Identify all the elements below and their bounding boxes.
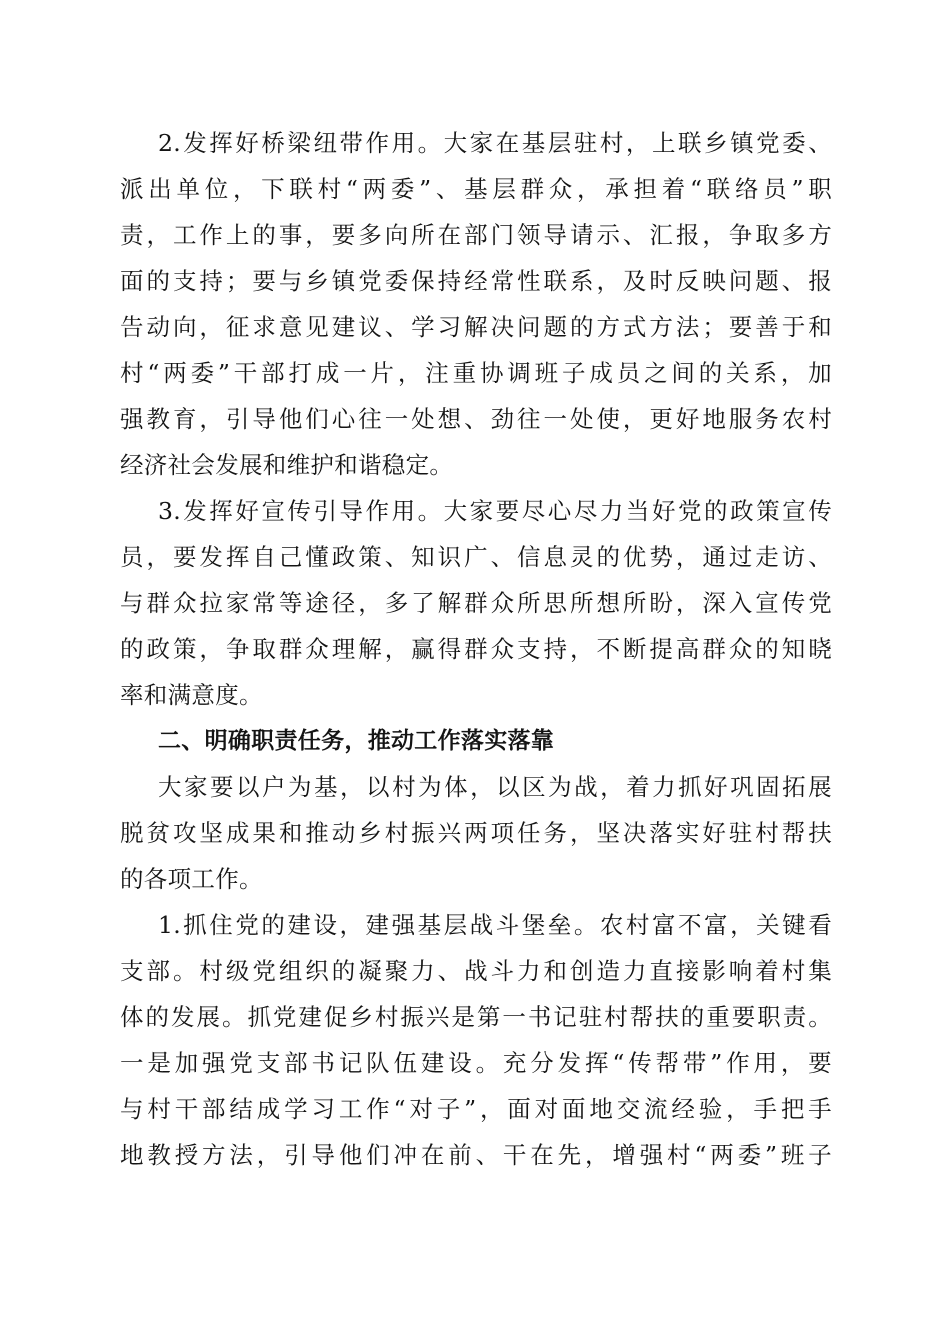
text-line: 1.抓住党的建设，建强基层战斗堡垒。农村富不富，关键看 bbox=[158, 911, 832, 939]
text-line: 村“两委”干部打成一片，注重协调班子成员之间的关系，加 bbox=[120, 359, 832, 387]
paragraph-publicity-role bbox=[120, 488, 832, 718]
text-line: 与群众拉家常等途径，多了解群众所思所想所盼，深入宣传党 bbox=[120, 589, 832, 617]
text-line: 派出单位，下联村“两委”、基层群众，承担着“联络员”职 bbox=[120, 175, 832, 203]
text-line: 的政策，争取群众理解，赢得群众支持，不断提高群众的知晓 bbox=[120, 635, 832, 663]
text-line: 地教授方法，引导他们冲在前、干在先，增强村“两委”班子 bbox=[120, 1141, 832, 1169]
text-line: 面的支持；要与乡镇党委保持经常性联系，及时反映问题、报 bbox=[120, 267, 832, 295]
text-line: 的各项工作。 bbox=[120, 865, 263, 893]
text-line: 员，要发挥自己懂政策、知识广、信息灵的优势，通过走访、 bbox=[120, 543, 832, 571]
document-page bbox=[120, 120, 832, 1178]
text-line: 脱贫攻坚成果和推动乡村振兴两项任务，坚决落实好驻村帮扶 bbox=[120, 819, 832, 847]
text-line: 3.发挥好宣传引导作用。大家要尽心尽力当好党的政策宣传 bbox=[158, 497, 832, 525]
text-line: 责，工作上的事，要多向所在部门领导请示、汇报，争取多方 bbox=[120, 221, 832, 249]
text-line: 率和满意度。 bbox=[120, 681, 263, 709]
text-line: 体的发展。抓党建促乡村振兴是第一书记驻村帮扶的重要职责。 bbox=[120, 1003, 832, 1031]
paragraph-tasks bbox=[120, 764, 832, 902]
text-line: 大家要以户为基，以村为体，以区为战，着力抓好巩固拓展 bbox=[158, 773, 832, 801]
text-line: 经济社会发展和维护和谐稳定。 bbox=[120, 451, 454, 479]
text-line: 一是加强党支部书记队伍建设。充分发挥“传帮带”作用，要 bbox=[120, 1049, 832, 1077]
section-heading: 二、明确职责任务，推动工作落实落靠 bbox=[158, 728, 555, 754]
text-line: 强教育，引导他们心往一处想、劲往一处使，更好地服务农村 bbox=[120, 405, 832, 433]
text-line: 2.发挥好桥梁纽带作用。大家在基层驻村，上联乡镇党委、 bbox=[158, 129, 832, 157]
paragraph-bridge-role bbox=[120, 120, 832, 488]
paragraph-party-building bbox=[120, 902, 832, 1178]
text-line: 支部。村级党组织的凝聚力、战斗力和创造力直接影响着村集 bbox=[120, 957, 832, 985]
text-line: 告动向，征求意见建议、学习解决问题的方式方法；要善于和 bbox=[120, 313, 832, 341]
text-line: 与村干部结成学习工作“对子”，面对面地交流经验，手把手 bbox=[120, 1095, 832, 1123]
